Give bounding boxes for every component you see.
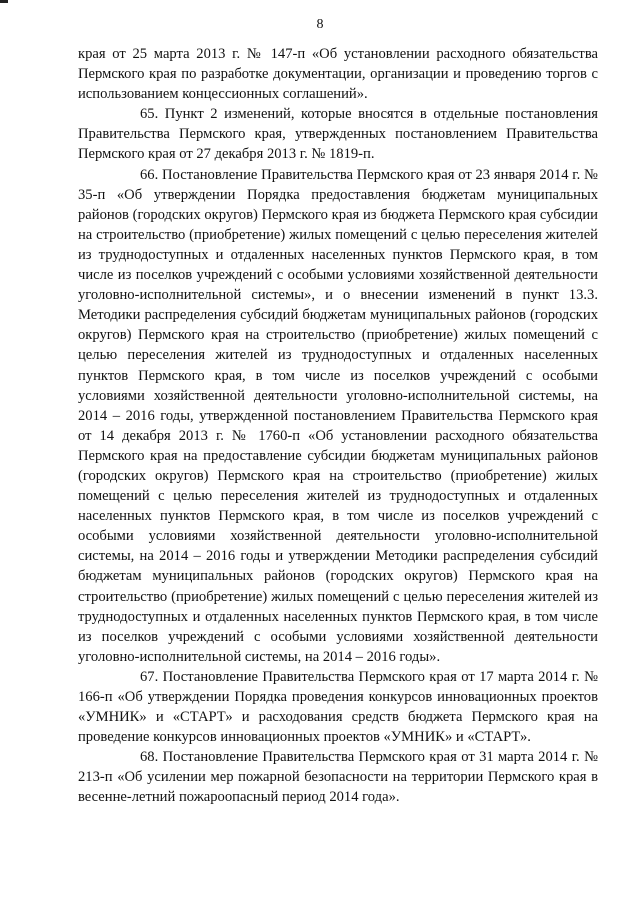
paragraph-item-68: 68. Постановление Правительства Пермского края от 31 марта 2014 г. № 213-п «Об усилении мер пожарной безопасности на территории Пермского края в весенне-летний пожароопасный период 2014 года». — [78, 749, 598, 806]
paragraph-item-67: 67. Постановление Правительства Пермского края от 17 марта 2014 г. № 166-п «Об утверждении Порядка проведения конкурсов инновационных проектов «УМНИК» и «СТАРТ» и расходования средств бюджета Пермского края на проведение конкурсов инновационных проектов «УМНИК» и «СТАРТ». — [78, 668, 598, 746]
scan-edge-mark — [0, 0, 8, 3]
paragraph-item-66: 66. Постановление Правительства Пермского края от 23 января 2014 г. № 35-п «Об утверждении Порядка предоставления бюджетам муниципальных районов (городских округов) Пермского края из бюджета Пермского края субсидии на строительство (приобретение) жилых помещений с целью переселения жителей из труднодоступных и отдаленных населенных пунктов Пермского края, в том числе из поселков учреждений с особыми условиями хозяйственной деятельности уголовно-исполнительной системы», и о внесении изменений в пункт 13.3. Методики распределения субсидий бюджетам муниципальных районов (городских округов) Пермского края на строительство (приобретение) жилых помещений с целью переселения жителей из труднодоступных и отдаленных населенных пунктов Пермского края, в том числе из поселков учреждений с особыми условиями хозяйственной деятельности уголовно-исполнительной системы, на 2014 – 2016 годы, утвержденной постановлением Правительства Пермского края от 14 декабря 2013 г. № 1760-п «Об установлении расходного обязательства Пермского края на предоставление субсидии бюджетам муниципальных районов (городских округов) Пермского края на строительство (приобретение) жилых помещений с целью переселения жителей из труднодоступных и отдаленных населенных пунктов Пермского края, в том числе из поселков учреждений с особыми условиями хозяйственной деятельности уголовно-исполнительной системы, на 2014 – 2016 годы и утверждении Методики распределения субсидий бюджетам муниципальных районов (городских округов) Пермского края на строительство (приобретение) жилых помещений с целью переселения жителей из труднодоступных и отдаленных населенных пунктов Пермского края, в том числе из поселков учреждений с особыми условиями хозяйственной деятельности уголовно-исполнительной системы, на 2014 – 2016 годы». — [78, 166, 598, 665]
page-number: 8 — [316, 17, 324, 32]
paragraph-item-65: 65. Пункт 2 изменений, которые вносятся в отдельные постановления Правительства Пермского края, утвержденных постановлением Правительства Пермского края от 27 декабря 2013 г. № 1819-п. — [78, 106, 598, 163]
document-body — [78, 44, 598, 808]
paragraph-continuation: края от 25 марта 2013 г. № 147-п «Об установлении расходного обязательства Пермского края по разработке документации, организации и проведению торгов с использованием концессионных соглашений». — [78, 46, 598, 103]
